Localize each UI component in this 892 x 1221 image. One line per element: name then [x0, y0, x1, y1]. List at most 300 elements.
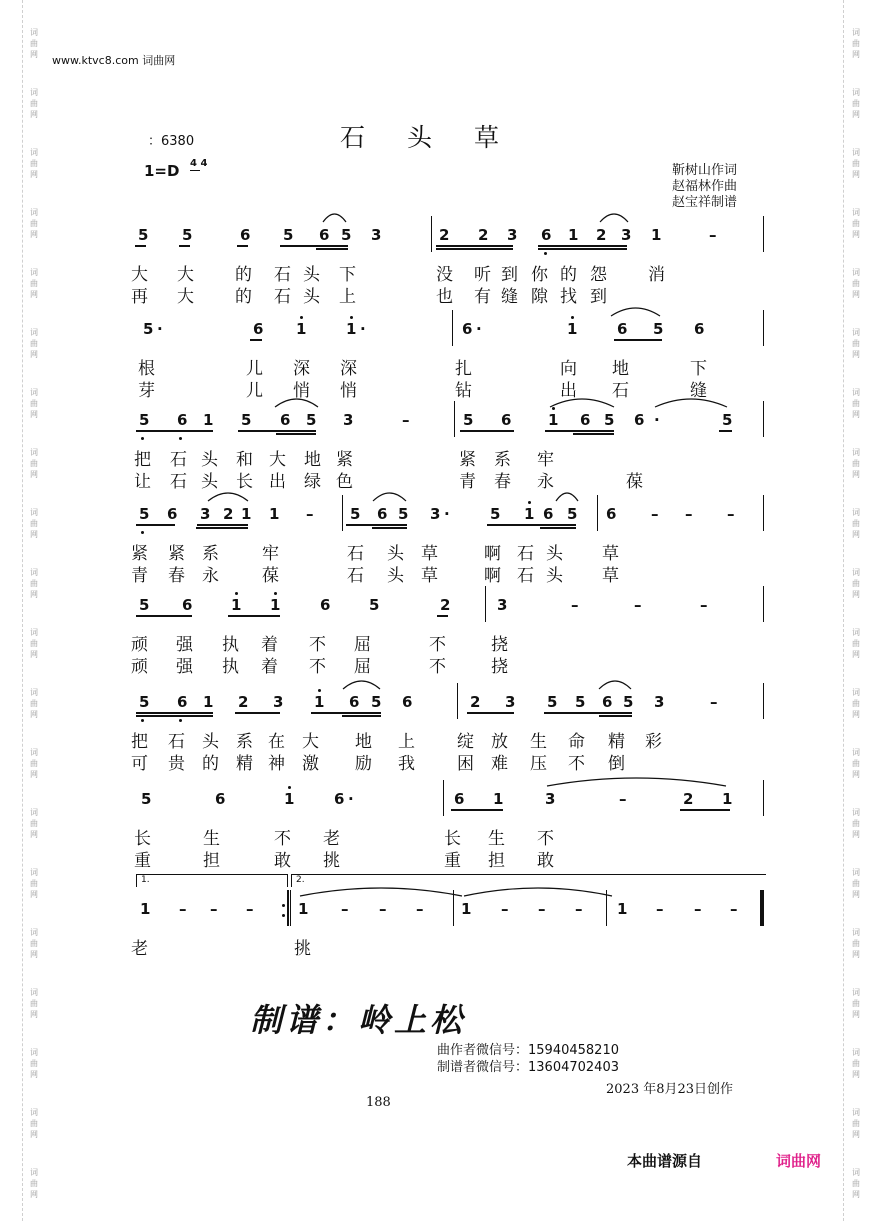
lyric-verse-2: 不 [429, 657, 446, 677]
lyric-verse-1: 石 [168, 732, 185, 752]
lyric-verse-1: 地 [304, 450, 321, 470]
barline [763, 586, 764, 622]
lyric-verse-1: 紧 [336, 450, 353, 470]
lyric-verse-2: 葆 [626, 472, 643, 492]
lyric-verse-2: 我 [398, 754, 415, 774]
lyric-verse-2: 石 [612, 381, 629, 401]
beam-underline [451, 809, 503, 811]
barline [290, 890, 291, 926]
watermark-char: 网 [852, 50, 860, 59]
barline [763, 683, 764, 719]
note: 6 [177, 693, 188, 711]
watermark-char: 网 [852, 890, 860, 899]
watermark-char: 曲 [852, 939, 860, 948]
lyric-verse-1: 长 [134, 829, 151, 849]
note: 2 [478, 226, 489, 244]
watermark-char: 曲 [30, 1119, 38, 1128]
watermark-char: 网 [852, 1190, 860, 1199]
credits [672, 163, 737, 211]
lyric-verse-1: 不 [274, 829, 291, 849]
barline [454, 401, 455, 437]
composer-wechat: 曲作者微信号：15940458210 [437, 1043, 619, 1058]
note: – [730, 900, 738, 918]
lyric-verse-2: 啊 [484, 566, 501, 586]
watermark-char: 曲 [30, 1179, 38, 1188]
lyric-verse-1: 大 [177, 265, 194, 285]
beam-underline-double [196, 527, 248, 529]
note: – [651, 505, 659, 523]
note: 1 [231, 596, 242, 614]
lyric-verse-1: 不 [537, 829, 554, 849]
lyric-verse-2: 出 [269, 472, 286, 492]
note: 6 [349, 693, 360, 711]
time-signature [190, 159, 207, 169]
watermark-char: 词 [852, 388, 860, 397]
beam-underline [467, 712, 514, 714]
note: 1 [548, 411, 559, 429]
lyric-verse-2: 屈 [354, 657, 371, 677]
beam-underline [346, 524, 407, 526]
note: – [402, 411, 410, 429]
watermark-char: 词 [852, 748, 860, 757]
watermark-char: 词 [30, 688, 38, 697]
lyric-verse-1: 草 [602, 544, 619, 564]
repeat-dot [282, 914, 285, 917]
lyric-verse-2: 长 [236, 472, 253, 492]
right-watermark-column [843, 0, 868, 1221]
watermark-char: 曲 [30, 939, 38, 948]
lyric-verse-2: 找 [560, 287, 577, 307]
lyric-verse-1: 把 [134, 450, 151, 470]
watermark-char: 曲 [30, 459, 38, 468]
watermark-char: 词 [852, 808, 860, 817]
lyric-verse-2: 强 [176, 657, 193, 677]
note: 2 [238, 693, 249, 711]
watermark-char: 曲 [852, 1059, 860, 1068]
watermark-char: 曲 [30, 219, 38, 228]
lyric-verse-1: 你 [531, 265, 548, 285]
beam-underline [179, 245, 190, 247]
note: 5 [139, 693, 150, 711]
watermark-char: 网 [30, 350, 38, 359]
lyric-verse-1: 和 [236, 450, 253, 470]
watermark-char: 网 [30, 470, 38, 479]
watermark-char: 词 [30, 1108, 38, 1117]
watermark-char: 网 [30, 230, 38, 239]
note: 2 [596, 226, 607, 244]
note: 5 [139, 411, 150, 429]
watermark-char: 词 [852, 268, 860, 277]
note: 6 [602, 693, 613, 711]
note: 6 [694, 320, 705, 338]
lyric-verse-2: 贵 [168, 754, 185, 774]
lyric-verse-2: 让 [134, 472, 151, 492]
lyric-verse-2: 出 [560, 381, 577, 401]
lyric-verse-1: 紧 [131, 544, 148, 564]
lyric-verse-1: 系 [236, 732, 253, 752]
note: 6 [215, 790, 226, 808]
note: – [306, 505, 314, 523]
note: · [476, 320, 482, 338]
beam-underline-double [573, 433, 614, 435]
note: · [654, 411, 660, 429]
note: 1 [298, 900, 309, 918]
watermark-char: 网 [30, 650, 38, 659]
watermark-char: 曲 [30, 339, 38, 348]
watermark-char: 词 [30, 28, 38, 37]
watermark-char: 曲 [852, 399, 860, 408]
watermark-char: 曲 [852, 1179, 860, 1188]
note: 5 [547, 693, 558, 711]
beam-underline [487, 524, 576, 526]
arranger: 赵宝祥制谱 [672, 195, 738, 210]
note: 6 [634, 411, 645, 429]
watermark-char: 词 [30, 808, 38, 817]
note: 6 [402, 693, 413, 711]
lyric-verse-1: 命 [568, 732, 585, 752]
note: 2 [470, 693, 481, 711]
lyric-verse-2: 困 [457, 754, 474, 774]
beam-underline [545, 430, 614, 432]
note: – [379, 900, 387, 918]
watermark-char: 网 [852, 650, 860, 659]
lyric-verse-2: 缝 [690, 381, 707, 401]
lyric-verse-2: 重 [134, 851, 151, 871]
note: 6 [501, 411, 512, 429]
watermark-char: 网 [852, 110, 860, 119]
beam-underline-double [276, 433, 316, 435]
watermark-char: 词 [30, 568, 38, 577]
watermark-char: 词 [30, 868, 38, 877]
beam-underline [460, 430, 514, 432]
watermark-char: 网 [852, 770, 860, 779]
octave-dot-above [300, 316, 303, 319]
key-signature: 1=D [144, 162, 180, 180]
note: 6 [462, 320, 473, 338]
watermark-char: 网 [852, 410, 860, 419]
lyric-verse-2: 可 [131, 754, 148, 774]
note: – [179, 900, 187, 918]
slur [343, 677, 380, 691]
beam-underline [680, 809, 730, 811]
beam-underline [235, 712, 280, 714]
slur [323, 210, 346, 224]
lyric-verse-1: 到 [501, 265, 518, 285]
watermark-char: 网 [30, 770, 38, 779]
lyric-verse-1: 儿 [246, 359, 263, 379]
composer: 赵福林作曲 [672, 179, 738, 194]
lyric-verse-2: 担 [203, 851, 220, 871]
lyric-verse-1: 扎 [455, 359, 472, 379]
note: 1 [296, 320, 307, 338]
note: 6 [167, 505, 178, 523]
lyricist: 靳树山作词 [672, 163, 738, 178]
lyric-verse-1: 精 [608, 732, 625, 752]
note: 3 [371, 226, 382, 244]
note: 6 [320, 596, 331, 614]
note: 1 [617, 900, 628, 918]
beam-underline [719, 430, 732, 432]
slur [599, 677, 631, 691]
note: – [727, 505, 735, 523]
note: 5 [623, 693, 634, 711]
note: 6 [334, 790, 345, 808]
note: 3 [273, 693, 284, 711]
watermark-char: 网 [852, 1010, 860, 1019]
watermark-char: 网 [852, 1070, 860, 1079]
beam-underline [238, 430, 316, 432]
lyric-verse-1: 头 [202, 732, 219, 752]
lyric-verse-2: 青 [131, 566, 148, 586]
lyric-verse-2: 难 [491, 754, 508, 774]
octave-dot-above [235, 592, 238, 595]
note: – [246, 900, 254, 918]
lyric-verse-1: 大 [131, 265, 148, 285]
note: – [501, 900, 509, 918]
barline [763, 495, 764, 531]
watermark-char: 曲 [852, 99, 860, 108]
watermark-char: 曲 [30, 159, 38, 168]
note: – [634, 596, 642, 614]
note: 1 [461, 900, 472, 918]
lyric-verse-1: 向 [560, 359, 577, 379]
repeat-dot [282, 904, 285, 907]
lyric-verse-1: 执 [222, 635, 239, 655]
watermark-char: 曲 [852, 1119, 860, 1128]
watermark-char: 曲 [852, 819, 860, 828]
barline [457, 683, 458, 719]
lyric-verse-1: 消 [648, 265, 665, 285]
final-barline [760, 890, 763, 926]
lyric-verse-2: 芽 [138, 381, 155, 401]
barline [443, 780, 444, 816]
watermark-char: 网 [30, 950, 38, 959]
time-bottom: 4 [200, 158, 208, 169]
beam-underline-double [540, 527, 576, 529]
song-number: ：6380 [148, 134, 195, 149]
watermark-char: 网 [30, 290, 38, 299]
lyric-verse-2: 的 [202, 754, 219, 774]
lyric-verse-2: 春 [494, 472, 511, 492]
volta-first: 1. [136, 874, 288, 887]
lyric-verse-2: 头 [546, 566, 563, 586]
note: – [571, 596, 579, 614]
watermark-char: 词 [852, 208, 860, 217]
lyric-verse-1: 绽 [457, 732, 474, 752]
watermark-char: 词 [852, 688, 860, 697]
repeat-barline [287, 890, 289, 926]
note: 5 [398, 505, 409, 523]
note: 5 [283, 226, 294, 244]
beam-underline [136, 430, 213, 432]
watermark-char: 网 [852, 590, 860, 599]
note: 2 [223, 505, 234, 523]
note: 1 [346, 320, 357, 338]
note: 5 [722, 411, 733, 429]
note: 6 [617, 320, 628, 338]
arranger-wechat: 制谱者微信号：13604702403 [437, 1060, 619, 1075]
lyric-verse-2: 上 [339, 287, 356, 307]
beam-underline-double [372, 527, 407, 529]
note: 1 [493, 790, 504, 808]
watermark-char: 曲 [852, 699, 860, 708]
note: · [444, 505, 450, 523]
watermark-char: 词 [30, 328, 38, 337]
octave-dot-above [350, 316, 353, 319]
note: · [157, 320, 163, 338]
watermark-char: 网 [30, 50, 38, 59]
note: · [360, 320, 366, 338]
page-number: 188 [366, 1095, 391, 1110]
lyric-verse-1: 紧 [459, 450, 476, 470]
note: 5 [138, 226, 149, 244]
watermark-char: 曲 [30, 699, 38, 708]
lyric-verse-2: 不 [568, 754, 585, 774]
watermark-char: 网 [30, 710, 38, 719]
octave-dot-above [571, 316, 574, 319]
note: 5 [139, 505, 150, 523]
slur [655, 395, 727, 409]
watermark-char: 词 [30, 148, 38, 157]
watermark-char: 词 [30, 1168, 38, 1177]
watermark-char: 网 [30, 1130, 38, 1139]
note: · [348, 790, 354, 808]
octave-dot-above [318, 689, 321, 692]
time-top: 4 [190, 158, 197, 169]
lyric-verse-1: 草 [421, 544, 438, 564]
octave-dot-below [141, 437, 144, 440]
note: 5 [604, 411, 615, 429]
lyric-verse-1: 头 [303, 265, 320, 285]
watermark-char: 词 [30, 88, 38, 97]
lyric-verse-1: 系 [494, 450, 511, 470]
lyric-verse-2: 敢 [537, 851, 554, 871]
note: 6 [377, 505, 388, 523]
barline [763, 216, 764, 252]
lyric-verse-1: 石 [517, 544, 534, 564]
note: 3 [343, 411, 354, 429]
octave-dot-above [528, 501, 531, 504]
watermark-char: 词 [30, 388, 38, 397]
note: – [656, 900, 664, 918]
note: 5 [369, 596, 380, 614]
note: 2 [683, 790, 694, 808]
watermark-char: 网 [30, 410, 38, 419]
watermark-char: 曲 [30, 99, 38, 108]
lyric-verse-1: 长 [444, 829, 461, 849]
watermark-char: 曲 [30, 999, 38, 1008]
lyric-verse-2: 头 [201, 472, 218, 492]
watermark-char: 曲 [852, 999, 860, 1008]
note: 3 [654, 693, 665, 711]
note: – [710, 693, 718, 711]
watermark-char: 词 [30, 448, 38, 457]
watermark-char: 词 [30, 1048, 38, 1057]
beam-underline [136, 712, 213, 714]
watermark-char: 网 [852, 470, 860, 479]
watermark-char: 网 [852, 230, 860, 239]
note: 5 [306, 411, 317, 429]
lyric-verse-2: 挑 [323, 851, 340, 871]
watermark-char: 网 [852, 950, 860, 959]
lyric-verse-1: 根 [138, 359, 155, 379]
watermark-char: 曲 [852, 159, 860, 168]
lyric-verse-1: 大 [302, 732, 319, 752]
barline [763, 401, 764, 437]
lyric-verse-1: 在 [268, 732, 285, 752]
lyric-verse-1: 下 [690, 359, 707, 379]
watermark-char: 网 [852, 1130, 860, 1139]
octave-dot-below [141, 719, 144, 722]
note: 6 [280, 411, 291, 429]
note: 6 [606, 505, 617, 523]
lyric-verse-1: 怨 [590, 265, 607, 285]
lyric-verse-1: 挑 [294, 939, 311, 959]
watermark-char: 词 [30, 928, 38, 937]
barline [763, 890, 764, 926]
note: 3 [505, 693, 516, 711]
lyric-verse-1: 上 [398, 732, 415, 752]
lyric-verse-1: 生 [530, 732, 547, 752]
watermark-char: 词 [852, 508, 860, 517]
note: – [575, 900, 583, 918]
barline [452, 310, 453, 346]
watermark-char: 网 [852, 710, 860, 719]
lyric-verse-2: 石 [274, 287, 291, 307]
lyric-verse-2: 精 [236, 754, 253, 774]
note: 3 [200, 505, 211, 523]
lyric-verse-2: 草 [421, 566, 438, 586]
note: 1 [314, 693, 325, 711]
watermark-char: 词 [30, 508, 38, 517]
watermark-char: 曲 [30, 39, 38, 48]
note: 6 [240, 226, 251, 244]
lyric-verse-2: 激 [302, 754, 319, 774]
note: 5 [143, 320, 154, 338]
note: 1 [568, 226, 579, 244]
lyric-verse-1: 没 [436, 265, 453, 285]
signature: 制谱：岭上松 [250, 1001, 467, 1039]
watermark-char: 曲 [852, 879, 860, 888]
watermark-char: 网 [852, 530, 860, 539]
note: 5 [182, 226, 193, 244]
barline [342, 495, 343, 531]
lyric-verse-2: 神 [268, 754, 285, 774]
note: 3 [507, 226, 518, 244]
note: – [538, 900, 546, 918]
note: 1 [241, 505, 252, 523]
volta-second: 2. [291, 874, 766, 887]
song-title: 石头草 [340, 123, 542, 152]
lyric-verse-2: 葆 [262, 566, 279, 586]
octave-dot-below [544, 252, 547, 255]
beam-underline [228, 615, 280, 617]
lyric-verse-2: 有 [474, 287, 491, 307]
lyric-verse-1: 听 [474, 265, 491, 285]
watermark-char: 曲 [852, 639, 860, 648]
note: 2 [440, 596, 451, 614]
lyric-verse-2: 着 [261, 657, 278, 677]
watermark-char: 曲 [852, 279, 860, 288]
slur [208, 489, 248, 503]
lyric-verse-1: 着 [261, 635, 278, 655]
lyric-verse-1: 彩 [645, 732, 662, 752]
watermark-char: 曲 [30, 759, 38, 768]
lyric-verse-1: 把 [131, 732, 148, 752]
beam-underline [136, 615, 192, 617]
lyric-verse-1: 的 [235, 265, 252, 285]
source-site-link[interactable]: 词曲网 [776, 1152, 822, 1170]
